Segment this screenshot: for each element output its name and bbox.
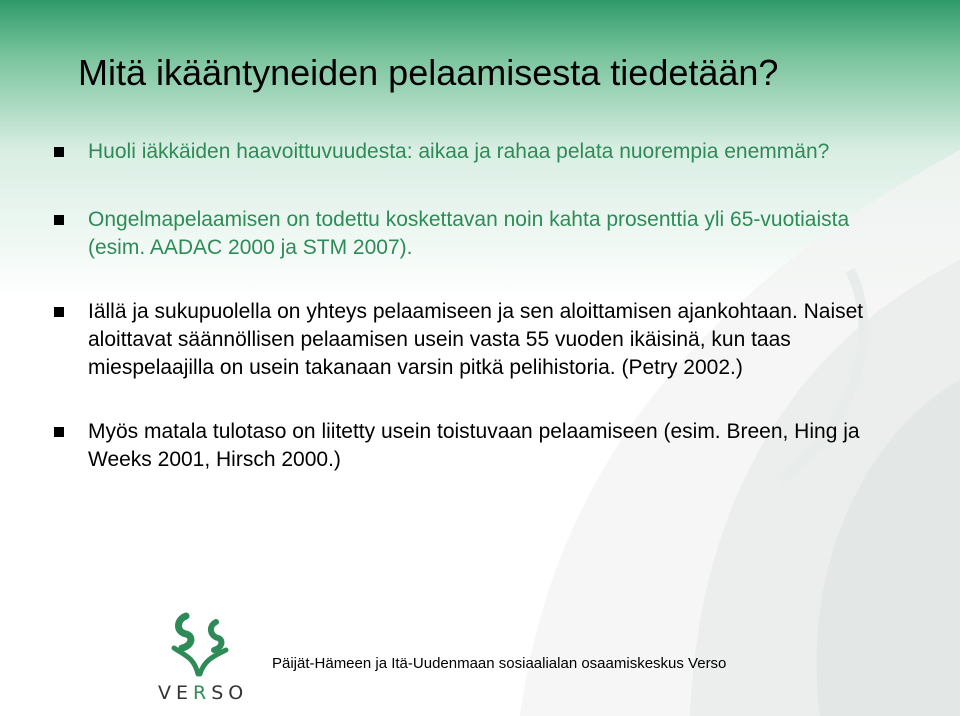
bullet-square-icon xyxy=(54,147,64,157)
bullet-text: Iällä ja sukupuolella on yhteys pelaamiseen ja sen aloittamisen ajankohtaan. Naiset aloittavat säännöllisen pelaamisen usein vasta 55 vuoden ikäisinä, kun taas miespelaajilla on usein takanaan varsin pitkä pelihistoria. (Petry 2002.) xyxy=(88,300,864,379)
bullet-item xyxy=(52,298,902,382)
bullet-square-icon xyxy=(54,215,64,225)
verso-leaf-icon xyxy=(164,612,234,678)
bullet-item xyxy=(52,206,902,262)
verso-wordmark: VERSO xyxy=(158,682,249,704)
bullet-item xyxy=(52,418,902,474)
bullet-text: Myös matala tulotaso on liitetty usein toistuvaan pelaamiseen (esim. Breen, Hing ja Weeks 2001, Hirsch 2000.) xyxy=(88,420,860,471)
bullet-item xyxy=(52,138,902,166)
bullet-list xyxy=(52,138,902,474)
bullet-text: Ongelmapelaamisen on todettu koskettavan noin kahta prosenttia yli 65-vuotiaista (esim. AADAC 2000 ja STM 2007). xyxy=(88,208,850,259)
bullet-square-icon xyxy=(54,427,64,437)
verso-logo xyxy=(150,612,250,704)
slide-title: Mitä ikääntyneiden pelaamisesta tiedetään? xyxy=(78,52,779,93)
bullet-square-icon xyxy=(54,307,64,317)
bullet-text: Huoli iäkkäiden haavoittuvuudesta: aikaa ja rahaa pelata nuorempia enemmän? xyxy=(88,140,830,163)
footer-text: Päijät-Hämeen ja Itä-Uudenmaan sosiaalialan osaamiskeskus Verso xyxy=(272,655,727,672)
